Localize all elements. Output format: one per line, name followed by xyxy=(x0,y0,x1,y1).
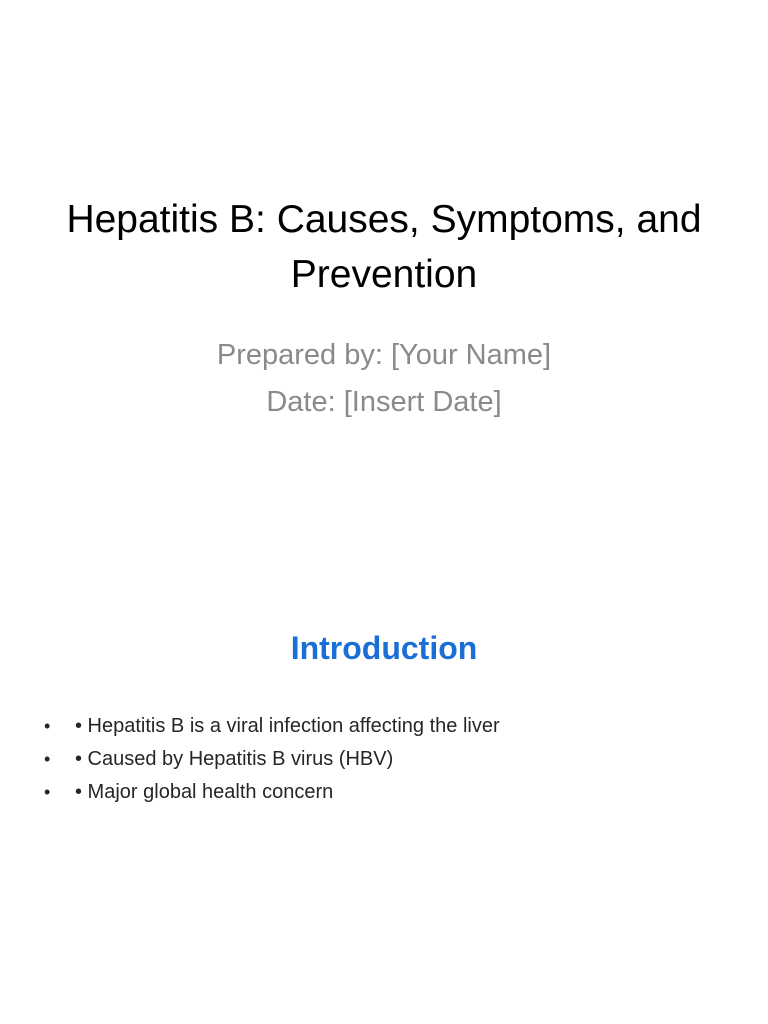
section-heading: Introduction xyxy=(290,630,478,666)
bullet-icon: • xyxy=(44,749,51,769)
bullet-text: • Major global health concern xyxy=(75,781,334,803)
presentation-title: Hepatitis B: Causes, Symptoms, and Prevention xyxy=(66,198,702,296)
bullet-text: • Hepatitis B is a viral infection affecting the liver xyxy=(75,715,500,737)
list-item xyxy=(40,743,728,776)
prepared-by-line: Prepared by: [Your Name] xyxy=(216,339,552,371)
bullet-list xyxy=(40,710,728,809)
list-item xyxy=(40,710,728,743)
bullet-icon: • xyxy=(44,782,51,802)
bullet-text: • Caused by Hepatitis B virus (HBV) xyxy=(75,748,394,770)
bullet-icon: • xyxy=(44,716,51,736)
presentation-subtitle xyxy=(40,332,728,426)
introduction-slide xyxy=(0,512,768,1024)
list-item xyxy=(40,776,728,809)
date-line: Date: [Insert Date] xyxy=(266,386,502,418)
